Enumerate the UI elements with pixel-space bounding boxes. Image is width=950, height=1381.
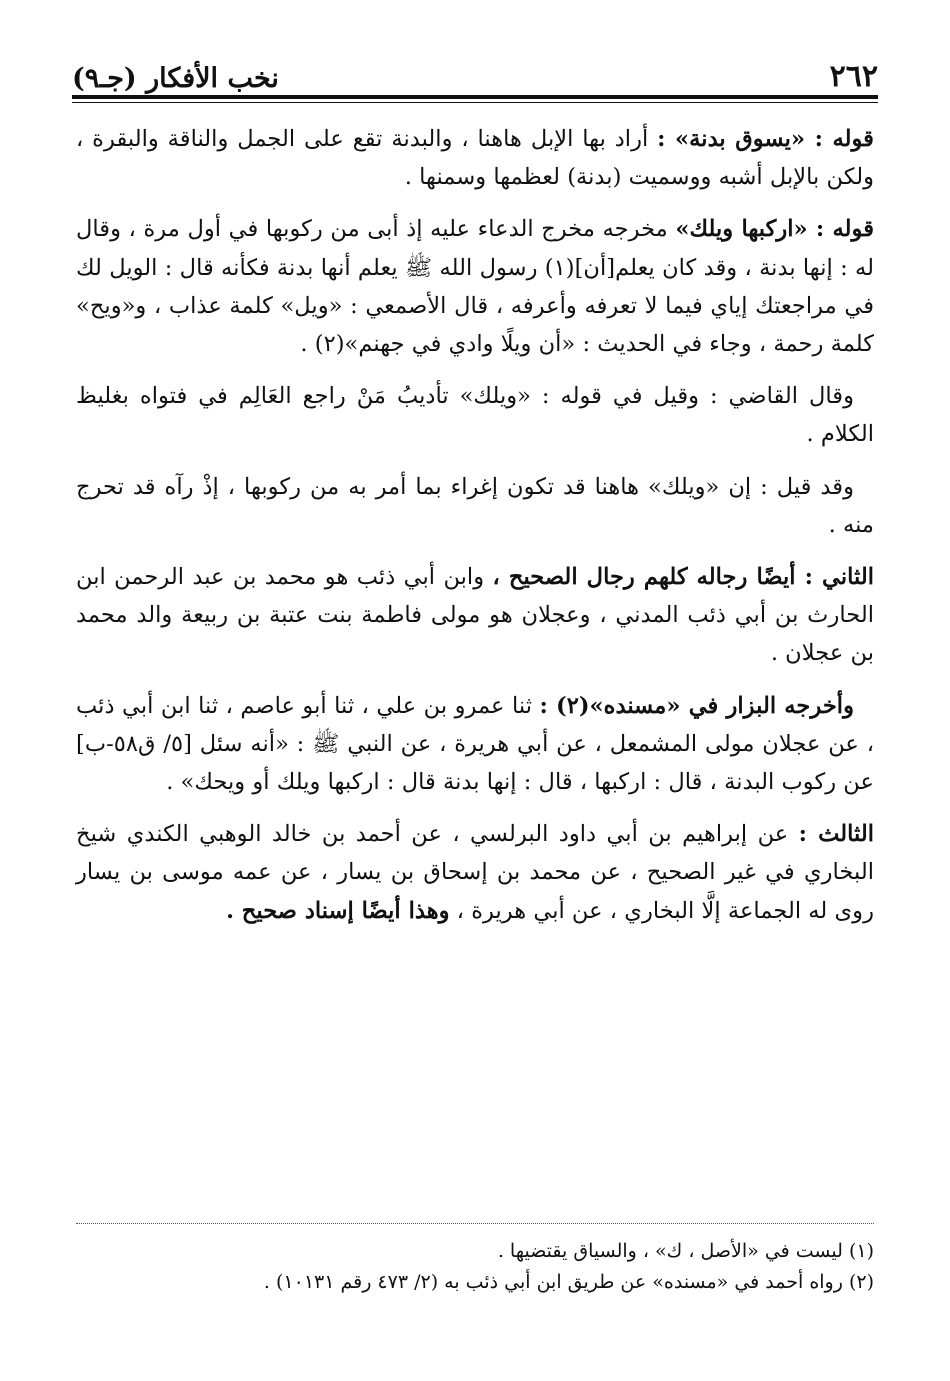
paragraph-6 [76, 687, 874, 802]
footnote-divider [76, 1223, 874, 1224]
footnote-1: (١) ليست في «الأصل ، ك» ، والسياق يقتضيها . [497, 1240, 874, 1262]
paragraph-5 [76, 558, 874, 673]
paragraph-4-text: وقد قيل : إن «ويلك» هاهنا قد تكون إغراء بما أمر به من ركوبها ، إذْ رآه قد تحرج منه . [76, 473, 874, 538]
paragraph-1-lead: قوله : «يسوق بدنة» : [657, 126, 874, 152]
paragraph-1-text: أراد بها الإبل هاهنا ، والبدنة تقع على الجمل والناقة والبقرة ، ولكن بالإبل أشبه ووسميت (بدنة) لعظمها وسمنها . [76, 126, 874, 191]
paragraph-7-lead: الثالث : [798, 821, 875, 848]
page-header [72, 50, 878, 92]
paragraph-7 [76, 815, 874, 930]
paragraph-2-lead: قوله : «اركبها ويلك» [675, 216, 874, 243]
footnote-2: (٢) رواه أحمد في «مسنده» عن طريق ابن أبي ذئب به (٢/ ٤٧٣ رقم ١٠١٣١) . [263, 1271, 874, 1293]
page-number: ٢٦٢ [829, 59, 878, 94]
running-title: نخب الأفكار (جـ٩) [72, 63, 279, 94]
paragraph-3 [76, 377, 874, 453]
paragraph-6-lead: وأخرجه البزار في «مسنده»(٢) : [539, 692, 854, 719]
header-rule-thin [72, 102, 878, 103]
paragraph-2-text: مخرجه مخرج الدعاء عليه إذ أبى من ركوبها في أول مرة ، وقال له : إنها بدنة ، وقد كان يعلم[أن](١) رسول الله ﷺ يعلم أنها بدنة فكأنه قال : الويل لك في مراجعتك إياي فيما لا تعرفه وأعرفه ، قال الأصمعي : «ويل» كلمة عذاب ، و«ويح» كلمة رحمة ، وجاء في الحديث : «أن ويلًا وادي في جهنم»(٢) . [76, 216, 874, 358]
header-rule-thick [72, 95, 878, 99]
paragraph-1 [76, 120, 874, 196]
paragraph-2 [76, 210, 874, 363]
paragraph-4 [76, 468, 874, 544]
footnotes [76, 1236, 874, 1298]
paragraph-5-lead: الثاني : أيضًا رجاله كلهم رجال الصحيح ، [492, 564, 874, 591]
paragraph-6-text: ثنا عمرو بن علي ، ثنا أبو عاصم ، ثنا ابن أبي ذئب ، عن عجلان مولى المشمعل ، عن أبي هريرة ، عن النبي ﷺ : «أنه سئل [٥/ ق٥٨-ب] عن ركوب البدنة ، قال : اركبها ، قال : إنها بدنة قال : اركبها ويلك أو ويحك» . [76, 692, 874, 796]
body-text [76, 120, 874, 944]
paragraph-7-text: عن إبراهيم بن أبي داود البرلسي ، عن أحمد بن خالد الوهبي الكندي شيخ البخاري في غير الصحيح ، عن محمد بن إسحاق بن يسار ، عن عمه موسى بن يسار روى له الجماعة إلَّا البخاري ، عن أبي هريرة ، [76, 821, 874, 924]
paragraph-5-text: وابن أبي ذئب هو محمد بن عبد الرحمن ابن الحارث بن أبي ذئب المدني ، وعجلان هو مولى فاطمة بنت عتبة بن ربيعة والد محمد بن عجلان . [76, 564, 874, 667]
paragraph-7-tail: وهذا أيضًا إسناد صحيح . [226, 897, 450, 924]
paragraph-3-text: وقال القاضي : وقيل في قوله : «ويلك» تأديبُ مَنْ راجع العَالِم في فتواه بغليظ الكلام . [76, 383, 874, 448]
